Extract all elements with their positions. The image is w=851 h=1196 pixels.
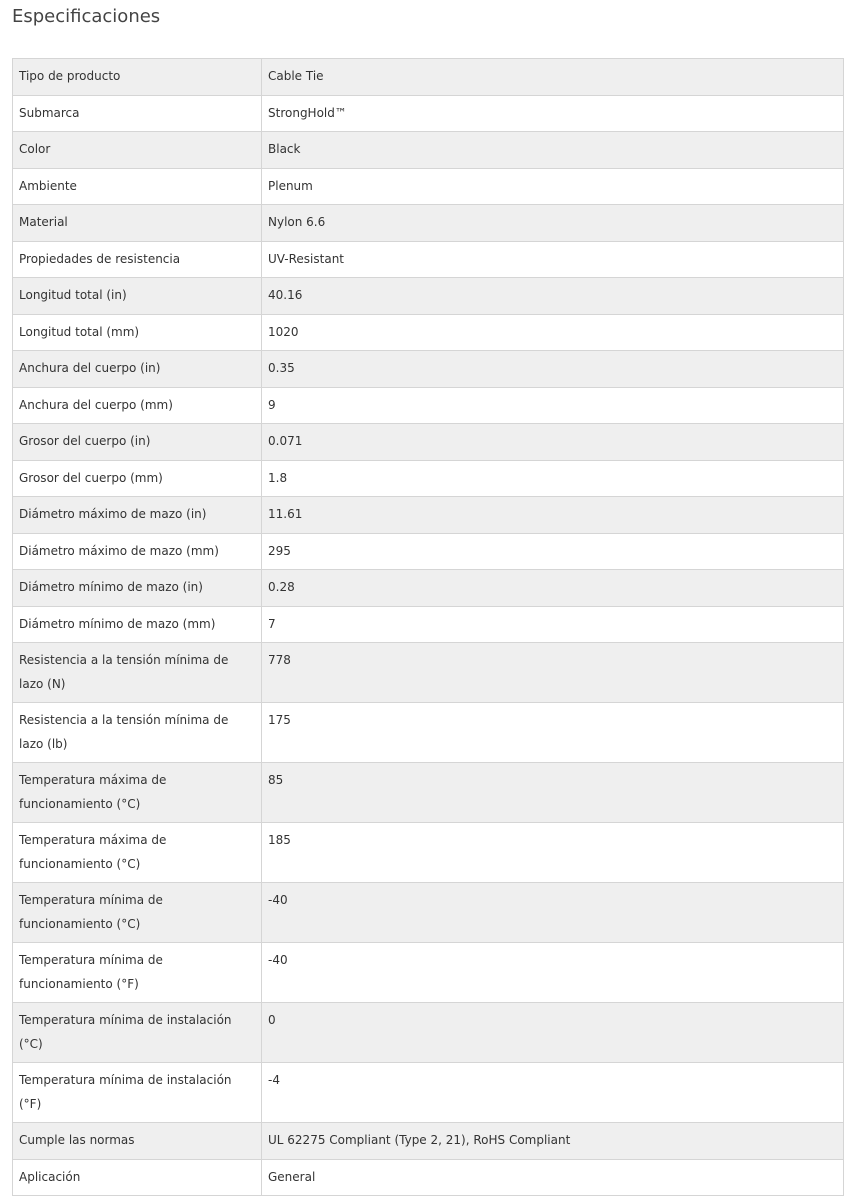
spec-row (13, 241, 844, 278)
spec-row (13, 497, 844, 534)
spec-label: Temperatura mínima de funcionamiento (°C) (13, 883, 262, 943)
spec-row (13, 59, 844, 96)
spec-label: Diámetro máximo de mazo (mm) (13, 533, 262, 570)
spec-label: Grosor del cuerpo (in) (13, 424, 262, 461)
spec-row (13, 703, 844, 763)
spec-row (13, 823, 844, 883)
spec-label: Diámetro mínimo de mazo (mm) (13, 606, 262, 643)
spec-value: 0.35 (262, 351, 844, 388)
specifications-table-body (13, 59, 844, 1196)
spec-row (13, 460, 844, 497)
specifications-table (12, 58, 844, 1196)
spec-value: UL 62275 Compliant (Type 2, 21), RoHS Compliant (262, 1123, 844, 1160)
spec-value: -4 (262, 1063, 844, 1123)
spec-row (13, 168, 844, 205)
spec-value: 1.8 (262, 460, 844, 497)
spec-label: Longitud total (in) (13, 278, 262, 315)
spec-value: Nylon 6.6 (262, 205, 844, 242)
spec-label: Temperatura mínima de instalación (°C) (13, 1003, 262, 1063)
spec-row (13, 95, 844, 132)
spec-value: 7 (262, 606, 844, 643)
spec-row (13, 1003, 844, 1063)
spec-value: General (262, 1159, 844, 1196)
spec-row (13, 387, 844, 424)
spec-row (13, 606, 844, 643)
spec-label: Propiedades de resistencia (13, 241, 262, 278)
spec-label: Color (13, 132, 262, 169)
spec-row (13, 943, 844, 1003)
spec-label: Ambiente (13, 168, 262, 205)
spec-value: 11.61 (262, 497, 844, 534)
spec-value: 9 (262, 387, 844, 424)
spec-label: Grosor del cuerpo (mm) (13, 460, 262, 497)
spec-row (13, 883, 844, 943)
spec-label: Diámetro máximo de mazo (in) (13, 497, 262, 534)
spec-value: 40.16 (262, 278, 844, 315)
spec-row (13, 533, 844, 570)
spec-row (13, 1063, 844, 1123)
spec-value: -40 (262, 943, 844, 1003)
spec-value: 0.28 (262, 570, 844, 607)
spec-value: Black (262, 132, 844, 169)
spec-value: -40 (262, 883, 844, 943)
spec-value: UV-Resistant (262, 241, 844, 278)
spec-label: Anchura del cuerpo (mm) (13, 387, 262, 424)
spec-row (13, 1123, 844, 1160)
spec-label: Aplicación (13, 1159, 262, 1196)
spec-value: 1020 (262, 314, 844, 351)
spec-row (13, 278, 844, 315)
spec-label: Anchura del cuerpo (in) (13, 351, 262, 388)
spec-value: 0 (262, 1003, 844, 1063)
spec-value: Plenum (262, 168, 844, 205)
spec-row (13, 205, 844, 242)
spec-value: StrongHold™ (262, 95, 844, 132)
spec-value: 85 (262, 763, 844, 823)
spec-value: 0.071 (262, 424, 844, 461)
spec-label: Material (13, 205, 262, 242)
spec-value: 175 (262, 703, 844, 763)
section-title: Especificaciones (12, 6, 161, 27)
spec-label: Diámetro mínimo de mazo (in) (13, 570, 262, 607)
spec-label: Temperatura máxima de funcionamiento (°C) (13, 763, 262, 823)
spec-label: Temperatura mínima de funcionamiento (°F) (13, 943, 262, 1003)
spec-label: Submarca (13, 95, 262, 132)
spec-row (13, 1159, 844, 1196)
spec-label: Longitud total (mm) (13, 314, 262, 351)
spec-label: Temperatura máxima de funcionamiento (°C) (13, 823, 262, 883)
spec-label: Resistencia a la tensión mínima de lazo (lb) (13, 703, 262, 763)
spec-row (13, 643, 844, 703)
spec-label: Resistencia a la tensión mínima de lazo (N) (13, 643, 262, 703)
spec-row (13, 314, 844, 351)
spec-row (13, 763, 844, 823)
spec-label: Tipo de producto (13, 59, 262, 96)
spec-row (13, 570, 844, 607)
spec-row (13, 132, 844, 169)
spec-row (13, 424, 844, 461)
spec-row (13, 351, 844, 388)
spec-value: 778 (262, 643, 844, 703)
spec-label: Temperatura mínima de instalación (°F) (13, 1063, 262, 1123)
spec-value: 185 (262, 823, 844, 883)
spec-value: 295 (262, 533, 844, 570)
spec-value: Cable Tie (262, 59, 844, 96)
spec-label: Cumple las normas (13, 1123, 262, 1160)
